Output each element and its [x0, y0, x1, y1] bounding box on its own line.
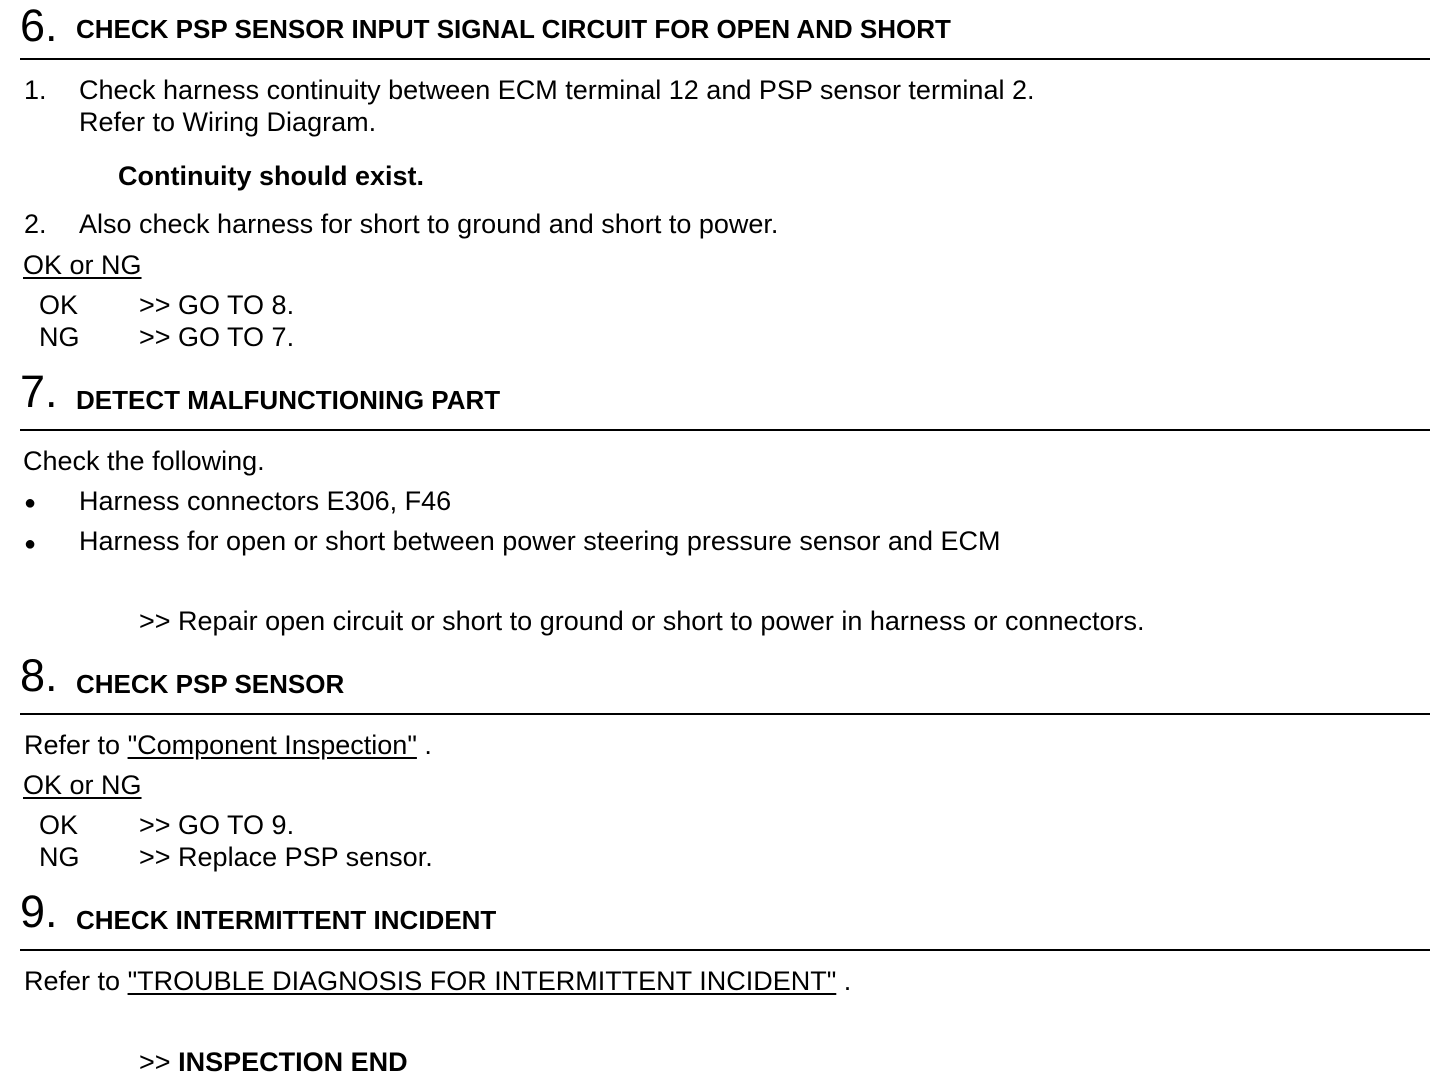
step-9-refer-prefix: Refer to [24, 966, 121, 996]
step-8-refer-prefix: Refer to [24, 730, 121, 760]
step-6-ok-label: OK [39, 290, 79, 320]
step-9-refer-suffix: . [843, 966, 852, 996]
step-7-divider [20, 429, 1430, 431]
step-9-title: CHECK INTERMITTENT INCIDENT [76, 905, 497, 935]
step-8-ok-action: >> GO TO 9. [139, 810, 295, 840]
step-8-title: CHECK PSP SENSOR [76, 669, 345, 699]
step-6-item-2-text: Also check harness for short to ground and short to power. [79, 209, 779, 239]
step-8-divider [20, 713, 1430, 715]
step-7-number: 7. [20, 366, 58, 417]
step-7-title: DETECT MALFUNCTIONING PART [76, 385, 501, 415]
step-7-intro: Check the following. [23, 446, 265, 476]
bullet-icon: ● [24, 492, 37, 514]
step-9-refer-line [24, 965, 851, 997]
step-6-divider [20, 58, 1430, 60]
step-6-ng-label: NG [39, 322, 80, 352]
intermittent-incident-link[interactable]: "TROUBLE DIAGNOSIS FOR INTERMITTENT INCIDENT" [127, 966, 837, 996]
step-8-refer-line [24, 729, 432, 761]
step-7-bullet-1: Harness connectors E306, F46 [79, 486, 452, 516]
step-8-ng-action: >> Replace PSP sensor. [139, 842, 433, 872]
component-inspection-link[interactable]: "Component Inspection" [127, 730, 417, 760]
step-9-number: 9. [20, 886, 58, 937]
inspection-end-label: INSPECTION END [178, 1047, 408, 1077]
step-8-ng-label: NG [39, 842, 80, 872]
step-8-number: 8. [20, 650, 58, 701]
step-6-number: 6. [20, 0, 58, 51]
step-6-spec: Continuity should exist. [118, 161, 425, 191]
step-8-refer-suffix: . [424, 730, 432, 760]
step-6-title: CHECK PSP SENSOR INPUT SIGNAL CIRCUIT FOR OPEN AND SHORT [76, 14, 951, 44]
step-7-bullet-2: Harness for open or short between power steering pressure sensor and ECM [79, 526, 1001, 556]
step-6-item-1-wiring-ref: Refer to Wiring Diagram. [79, 107, 377, 137]
step-6-item-2-number: 2. [24, 209, 47, 239]
step-8-ok-label: OK [39, 810, 79, 840]
inspection-end-line [139, 1046, 408, 1078]
step-6-item-1-text: Check harness continuity between ECM terminal 12 and PSP sensor terminal 2. [79, 75, 1035, 105]
bullet-icon: ● [24, 533, 37, 555]
step-6-ok-action: >> GO TO 8. [139, 290, 295, 320]
step-9-divider [20, 949, 1430, 951]
inspection-end-arrow: >> [139, 1047, 171, 1077]
step-6-result-heading: OK or NG [23, 250, 142, 280]
step-8-result-heading: OK or NG [23, 770, 142, 800]
step-6-ng-action: >> GO TO 7. [139, 322, 295, 352]
step-6-item-1-number: 1. [24, 75, 47, 105]
step-7-action: >> Repair open circuit or short to ground or short to power in harness or connectors. [139, 606, 1145, 636]
